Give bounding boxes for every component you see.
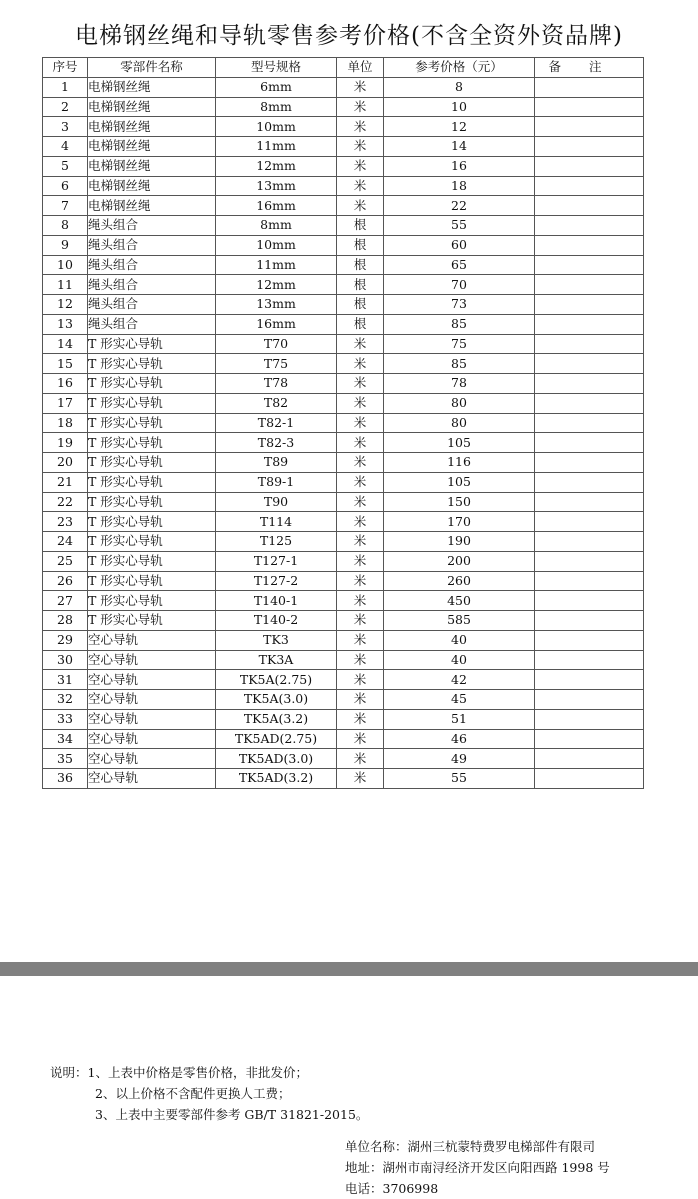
header-price: 参考价格（元）	[384, 58, 535, 78]
cell-price: 55	[384, 216, 535, 236]
cell-model: 6mm	[216, 77, 337, 97]
cell-remark	[535, 591, 644, 611]
cell-price: 78	[384, 374, 535, 394]
table-row	[43, 255, 644, 275]
cell-part-name: 空心导轨	[88, 729, 216, 749]
cell-part-name: T 形实心导轨	[88, 532, 216, 552]
cell-unit: 米	[337, 156, 384, 176]
cell-part-name: 空心导轨	[88, 749, 216, 769]
cell-unit: 米	[337, 492, 384, 512]
cell-no: 4	[43, 137, 88, 157]
note-line: 说明：1、上表中价格是零售价格，非批发价；	[50, 1065, 308, 1080]
cell-no: 31	[43, 670, 88, 690]
cell-price: 73	[384, 295, 535, 315]
cell-model: TK5A(3.2)	[216, 709, 337, 729]
cell-model: T70	[216, 334, 337, 354]
cell-no: 3	[43, 117, 88, 137]
cell-unit: 米	[337, 334, 384, 354]
cell-part-name: T 形实心导轨	[88, 492, 216, 512]
cell-part-name: T 形实心导轨	[88, 433, 216, 453]
cell-price: 70	[384, 275, 535, 295]
cell-price: 8	[384, 77, 535, 97]
cell-no: 14	[43, 334, 88, 354]
header-remark: 备注	[535, 58, 644, 78]
cell-part-name: T 形实心导轨	[88, 472, 216, 492]
cell-model: 16mm	[216, 314, 337, 334]
cell-part-name: 电梯钢丝绳	[88, 137, 216, 157]
cell-model: TK5AD(2.75)	[216, 729, 337, 749]
cell-price: 45	[384, 690, 535, 710]
cell-model: T114	[216, 512, 337, 532]
cell-unit: 米	[337, 709, 384, 729]
cell-unit: 米	[337, 571, 384, 591]
cell-model: TK3	[216, 630, 337, 650]
cell-model: T82	[216, 393, 337, 413]
cell-model: 8mm	[216, 216, 337, 236]
cell-remark	[535, 729, 644, 749]
cell-no: 32	[43, 690, 88, 710]
table-row	[43, 532, 644, 552]
table-row	[43, 571, 644, 591]
cell-model: T75	[216, 354, 337, 374]
cell-price: 12	[384, 117, 535, 137]
cell-part-name: 绳头组合	[88, 275, 216, 295]
cell-model: T89	[216, 453, 337, 473]
cell-remark	[535, 393, 644, 413]
table-row	[43, 492, 644, 512]
table-row	[43, 97, 644, 117]
table-row	[43, 275, 644, 295]
company-info	[345, 1136, 610, 1199]
cell-model: T140-1	[216, 591, 337, 611]
cell-no: 6	[43, 176, 88, 196]
table-row	[43, 413, 644, 433]
table-row	[43, 433, 644, 453]
cell-model: TK5A(3.0)	[216, 690, 337, 710]
cell-unit: 米	[337, 472, 384, 492]
cell-remark	[535, 690, 644, 710]
cell-price: 190	[384, 532, 535, 552]
cell-remark	[535, 216, 644, 236]
cell-no: 11	[43, 275, 88, 295]
cell-part-name: T 形实心导轨	[88, 354, 216, 374]
cell-no: 23	[43, 512, 88, 532]
cell-no: 18	[43, 413, 88, 433]
cell-unit: 米	[337, 551, 384, 571]
cell-part-name: 空心导轨	[88, 709, 216, 729]
table-row	[43, 295, 644, 315]
table-row	[43, 630, 644, 650]
cell-price: 55	[384, 769, 535, 789]
cell-no: 35	[43, 749, 88, 769]
cell-no: 28	[43, 611, 88, 631]
table-row	[43, 156, 644, 176]
cell-model: 16mm	[216, 196, 337, 216]
cell-remark	[535, 453, 644, 473]
note-line: 2、以上价格不含配件更换人工费；	[95, 1086, 291, 1101]
cell-part-name: 电梯钢丝绳	[88, 77, 216, 97]
cell-no: 36	[43, 769, 88, 789]
cell-no: 10	[43, 255, 88, 275]
cell-unit: 米	[337, 354, 384, 374]
table-row	[43, 334, 644, 354]
cell-unit: 根	[337, 216, 384, 236]
cell-unit: 米	[337, 630, 384, 650]
cell-model: T125	[216, 532, 337, 552]
cell-model: TK5A(2.75)	[216, 670, 337, 690]
table-body	[43, 77, 644, 788]
cell-unit: 根	[337, 235, 384, 255]
cell-remark	[535, 354, 644, 374]
cell-model: T90	[216, 492, 337, 512]
cell-price: 85	[384, 354, 535, 374]
table-row	[43, 709, 644, 729]
cell-price: 85	[384, 314, 535, 334]
cell-part-name: 空心导轨	[88, 690, 216, 710]
cell-price: 80	[384, 413, 535, 433]
cell-model: T82-3	[216, 433, 337, 453]
table-row	[43, 137, 644, 157]
cell-unit: 米	[337, 413, 384, 433]
cell-price: 65	[384, 255, 535, 275]
cell-unit: 米	[337, 611, 384, 631]
cell-remark	[535, 77, 644, 97]
cell-model: 10mm	[216, 117, 337, 137]
cell-price: 75	[384, 334, 535, 354]
header-model: 型号规格	[216, 58, 337, 78]
cell-remark	[535, 551, 644, 571]
cell-price: 42	[384, 670, 535, 690]
table-row	[43, 749, 644, 769]
cell-unit: 米	[337, 453, 384, 473]
cell-part-name: T 形实心导轨	[88, 453, 216, 473]
company-name: 单位名称：湖州三杭蒙特费罗电梯部件有限司	[345, 1139, 596, 1154]
cell-model: T127-1	[216, 551, 337, 571]
cell-no: 9	[43, 235, 88, 255]
cell-unit: 米	[337, 117, 384, 137]
table-row	[43, 729, 644, 749]
cell-unit: 根	[337, 314, 384, 334]
cell-remark	[535, 492, 644, 512]
table-row	[43, 117, 644, 137]
cell-no: 1	[43, 77, 88, 97]
cell-part-name: 绳头组合	[88, 235, 216, 255]
cell-part-name: 绳头组合	[88, 216, 216, 236]
cell-no: 29	[43, 630, 88, 650]
cell-unit: 根	[337, 275, 384, 295]
cell-part-name: 电梯钢丝绳	[88, 97, 216, 117]
cell-unit: 米	[337, 532, 384, 552]
cell-unit: 米	[337, 97, 384, 117]
cell-remark	[535, 630, 644, 650]
cell-remark	[535, 374, 644, 394]
cell-no: 8	[43, 216, 88, 236]
cell-price: 10	[384, 97, 535, 117]
price-table	[42, 57, 644, 789]
cell-remark	[535, 196, 644, 216]
table-row	[43, 374, 644, 394]
cell-no: 12	[43, 295, 88, 315]
cell-model: TK5AD(3.0)	[216, 749, 337, 769]
cell-price: 105	[384, 433, 535, 453]
cell-part-name: 电梯钢丝绳	[88, 176, 216, 196]
cell-model: 12mm	[216, 275, 337, 295]
cell-model: T140-2	[216, 611, 337, 631]
table-row	[43, 235, 644, 255]
cell-part-name: T 形实心导轨	[88, 512, 216, 532]
separator-band	[0, 962, 698, 976]
cell-unit: 根	[337, 255, 384, 275]
cell-remark	[535, 532, 644, 552]
cell-price: 40	[384, 630, 535, 650]
cell-no: 17	[43, 393, 88, 413]
company-address: 地址：湖州市南浔经济开发区向阳西路 1998 号	[345, 1160, 610, 1175]
cell-part-name: 绳头组合	[88, 255, 216, 275]
table-header-row	[43, 58, 644, 78]
company-phone: 电话：3706998	[345, 1181, 439, 1196]
cell-no: 34	[43, 729, 88, 749]
cell-model: 11mm	[216, 255, 337, 275]
cell-remark	[535, 137, 644, 157]
cell-unit: 米	[337, 749, 384, 769]
document-title: 电梯钢丝绳和导轨零售参考价格(不含全资外资品牌)	[75, 23, 623, 49]
cell-price: 40	[384, 650, 535, 670]
table-row	[43, 670, 644, 690]
cell-remark	[535, 295, 644, 315]
cell-model: 8mm	[216, 97, 337, 117]
cell-part-name: T 形实心导轨	[88, 334, 216, 354]
table-row	[43, 393, 644, 413]
notes-section	[50, 1062, 368, 1125]
cell-remark	[535, 650, 644, 670]
cell-no: 5	[43, 156, 88, 176]
cell-remark	[535, 769, 644, 789]
cell-price: 200	[384, 551, 535, 571]
cell-remark	[535, 235, 644, 255]
header-no: 序号	[43, 58, 88, 78]
cell-unit: 米	[337, 512, 384, 532]
cell-no: 15	[43, 354, 88, 374]
table-row	[43, 196, 644, 216]
table-row	[43, 690, 644, 710]
cell-price: 49	[384, 749, 535, 769]
note-line: 3、上表中主要零部件参考 GB/T 31821-2015。	[95, 1107, 369, 1122]
cell-no: 33	[43, 709, 88, 729]
cell-no: 7	[43, 196, 88, 216]
cell-no: 16	[43, 374, 88, 394]
cell-no: 24	[43, 532, 88, 552]
cell-remark	[535, 176, 644, 196]
table-row	[43, 472, 644, 492]
table-row	[43, 591, 644, 611]
cell-unit: 米	[337, 591, 384, 611]
cell-part-name: 绳头组合	[88, 314, 216, 334]
cell-unit: 米	[337, 690, 384, 710]
cell-model: T82-1	[216, 413, 337, 433]
cell-unit: 米	[337, 196, 384, 216]
table-row	[43, 314, 644, 334]
cell-no: 26	[43, 571, 88, 591]
table-row	[43, 77, 644, 97]
cell-unit: 米	[337, 729, 384, 749]
cell-part-name: 电梯钢丝绳	[88, 117, 216, 137]
cell-no: 2	[43, 97, 88, 117]
cell-remark	[535, 749, 644, 769]
cell-part-name: T 形实心导轨	[88, 591, 216, 611]
cell-unit: 米	[337, 137, 384, 157]
cell-no: 19	[43, 433, 88, 453]
cell-remark	[535, 709, 644, 729]
cell-price: 150	[384, 492, 535, 512]
cell-no: 27	[43, 591, 88, 611]
cell-price: 60	[384, 235, 535, 255]
cell-part-name: T 形实心导轨	[88, 551, 216, 571]
cell-price: 80	[384, 393, 535, 413]
cell-no: 22	[43, 492, 88, 512]
cell-remark	[535, 413, 644, 433]
cell-price: 18	[384, 176, 535, 196]
cell-price: 16	[384, 156, 535, 176]
cell-unit: 米	[337, 77, 384, 97]
cell-remark	[535, 571, 644, 591]
cell-part-name: 空心导轨	[88, 650, 216, 670]
cell-remark	[535, 512, 644, 532]
cell-part-name: T 形实心导轨	[88, 393, 216, 413]
cell-price: 51	[384, 709, 535, 729]
cell-part-name: T 形实心导轨	[88, 374, 216, 394]
cell-remark	[535, 670, 644, 690]
cell-part-name: 空心导轨	[88, 670, 216, 690]
cell-model: T89-1	[216, 472, 337, 492]
cell-remark	[535, 433, 644, 453]
cell-model: 13mm	[216, 176, 337, 196]
table-row	[43, 176, 644, 196]
cell-part-name: 电梯钢丝绳	[88, 196, 216, 216]
cell-no: 13	[43, 314, 88, 334]
cell-unit: 米	[337, 650, 384, 670]
cell-unit: 米	[337, 670, 384, 690]
header-unit: 单位	[337, 58, 384, 78]
cell-part-name: 空心导轨	[88, 630, 216, 650]
cell-unit: 米	[337, 769, 384, 789]
cell-remark	[535, 156, 644, 176]
table-row	[43, 611, 644, 631]
cell-price: 260	[384, 571, 535, 591]
cell-part-name: 绳头组合	[88, 295, 216, 315]
cell-no: 25	[43, 551, 88, 571]
cell-model: T78	[216, 374, 337, 394]
cell-remark	[535, 334, 644, 354]
cell-model: TK5AD(3.2)	[216, 769, 337, 789]
cell-remark	[535, 611, 644, 631]
cell-price: 22	[384, 196, 535, 216]
cell-part-name: 电梯钢丝绳	[88, 156, 216, 176]
cell-unit: 根	[337, 295, 384, 315]
table-row	[43, 769, 644, 789]
cell-price: 450	[384, 591, 535, 611]
cell-part-name: T 形实心导轨	[88, 413, 216, 433]
cell-remark	[535, 472, 644, 492]
cell-unit: 米	[337, 393, 384, 413]
cell-price: 585	[384, 611, 535, 631]
table-row	[43, 650, 644, 670]
cell-model: 13mm	[216, 295, 337, 315]
cell-unit: 米	[337, 433, 384, 453]
cell-price: 105	[384, 472, 535, 492]
header-part-name: 零部件名称	[88, 58, 216, 78]
cell-no: 20	[43, 453, 88, 473]
table-row	[43, 354, 644, 374]
cell-model: TK3A	[216, 650, 337, 670]
cell-remark	[535, 117, 644, 137]
cell-price: 14	[384, 137, 535, 157]
cell-model: T127-2	[216, 571, 337, 591]
cell-remark	[535, 275, 644, 295]
cell-price: 46	[384, 729, 535, 749]
cell-remark	[535, 97, 644, 117]
cell-part-name: T 形实心导轨	[88, 611, 216, 631]
cell-unit: 米	[337, 374, 384, 394]
cell-price: 116	[384, 453, 535, 473]
table-row	[43, 551, 644, 571]
table-row	[43, 512, 644, 532]
table-row	[43, 216, 644, 236]
cell-remark	[535, 314, 644, 334]
cell-model: 11mm	[216, 137, 337, 157]
cell-no: 30	[43, 650, 88, 670]
cell-model: 10mm	[216, 235, 337, 255]
cell-part-name: 空心导轨	[88, 769, 216, 789]
cell-model: 12mm	[216, 156, 337, 176]
cell-part-name: T 形实心导轨	[88, 571, 216, 591]
cell-price: 170	[384, 512, 535, 532]
cell-no: 21	[43, 472, 88, 492]
cell-unit: 米	[337, 176, 384, 196]
table-row	[43, 453, 644, 473]
cell-remark	[535, 255, 644, 275]
